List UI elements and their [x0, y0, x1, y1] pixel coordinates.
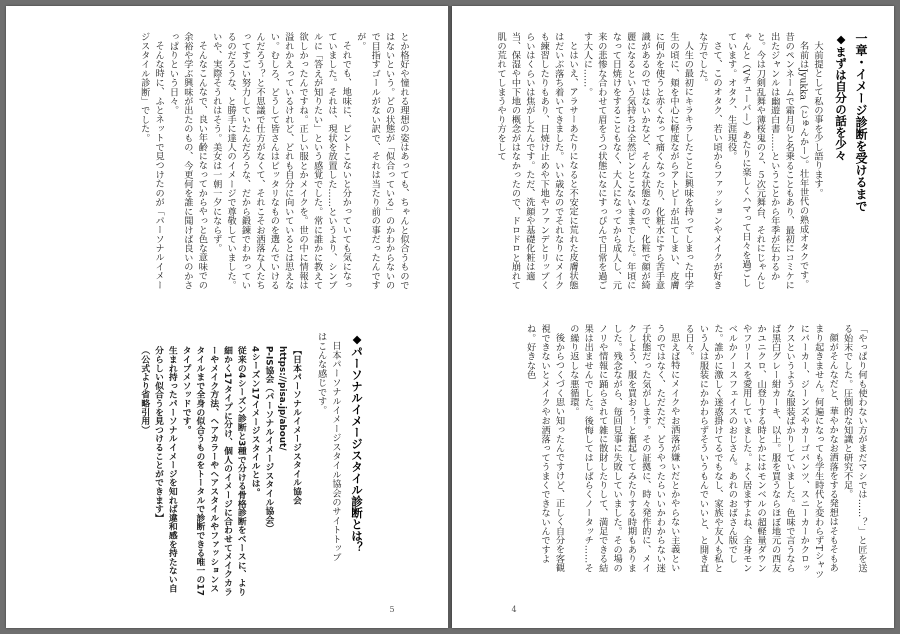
paragraph: 後からつくづく思い知ったんですけど、正しく自分を客観視できないとメイクやお洒落ってうまくできないんですよね。好きな色 — [524, 324, 565, 573]
paragraph: 人生の最初にキラキラしたことに興味を持ってしまった中学生の頃に、頬を中心に軽度ながらアトピーが出てしまい、皮膚に何かを使うと赤くなって痛くなったり、化粧水にすら苦手意識があるのではないかなど、そんな状態なので、化粧で顔が綺麗になるという気持ちは全然ピンとこないままでした。年頃になって日焼けをすることもなく、大人になってから成人し、元来の悲惨な合わせて眉をうつ状態になにすっぴんで日常を過ごす大人に……。 — [581, 32, 694, 290]
intro-text-block — [312, 332, 342, 564]
paragraph: それでも、地味に、ピントこないと分かっていても気になっていました。それは、現状を放置した……というより、シンプルに「答えが知りたい」という感覚でした。常に誰かに教えて欲しかったんですね。正しい服とかメイクを。世の中に情報は溢れかえっているけれど、どれも自分に向いているとは思えない。むしろ、どうして皆さんはピッタリなものを選んでいけるんだろう？と不思議で仕方がなくて、それこそお洒落な人たちってすごい努力していたんだろうな、だから鍛錬でわかっているのだろうな、と勝手に達人のイメージで尊敬していました。いや、実際そうれはそう。美女は一朝一夕にならず。 — [210, 32, 352, 290]
paragraph: 思えば特にメイクやお洒落が嫌いだとかやらない主義というのではなく、ただただ、どうやったらいいかわからない迷子状態だった気がします。その証拠に、時々発作的に、メイクしよう、服を買おう！と奮起してみたりする時期もありました。残念ながら、毎回見事に失敗していました。その場のノリや情報に踊らされて雑に散財したりして、満足できる結果は出ませんでした。後悔してはしばらくノータッチ……その繰り返しな悪循環。 — [567, 324, 680, 573]
paragraph: とか格好や憧れる理想の姿はあっても、ちゃんと似合うものではないという。どの状態が「似合っている」のかわからないので目指すゴールがない訳で、それは当たり前の事だったんですが。 — [354, 32, 409, 290]
paragraph: 「やっぱり何も使わない方がまだマシでは……？」と匠を送る始末でした。圧倒的な知識と研究不足。 — [841, 324, 867, 573]
right-bottom-text-block — [524, 324, 868, 580]
section-heading: ◆まずは自分の話を少々 — [834, 32, 848, 161]
paragraph: そんなこんなで、良い年齢になってからやっと色な意味での余裕や学ぶ興味が出たのもの、今更何を誰に聞けば良いのかさっぱりという日々。 — [167, 32, 208, 290]
quote-line: 【日本パーソナルイメージスタイル協会 — [291, 346, 301, 505]
right-top-text-block — [495, 32, 824, 294]
quote-block — [139, 346, 302, 596]
left-top-text-block — [138, 32, 410, 294]
quote-line: 従来の4シーズン診断と3種で分ける骨格診断をベースに、より細かく17タイプに分け、個人のイメージに合わせてメイクカラーやメイク方法、ヘアカラーやヘアスタイルやファッションスタイルまで全身の似合うものをトータルで診断できる唯一の17タイプメソッドです。 — [180, 346, 246, 596]
paragraph: とはいえ、アラサーあたりになると不安定に荒れた皮膚状態はだいぶ落ち着いてきました。いい歳なのでそれなりにメイクも練習したりもあり、日焼け止めや下地やファンデとリップくらいはくらいは焦がしたんです。ただ、洗顔や基礎化粧は適当、保湿や中下地の概念がはなかったので、ドロドロと崩れて肌の荒れてしまうやり方をして — [495, 32, 579, 290]
quote-line: 4シーズン17イメージスタイルとは。 — [249, 346, 260, 497]
quote-line: P-IS協会（パーソナルイメージスタイル協会） — [263, 346, 274, 533]
section-heading: ◆パーソナルイメージスタイル診断とは？ — [350, 332, 364, 553]
paragraph: そんな時に、ふとネットで見つけたのが「パーソナルイメージスタイル診断」でした。 — [138, 32, 165, 290]
intro-paragraph: 日本パーソナルイメージスタイル協会のサイトトップはこんな感じです。 — [315, 332, 341, 562]
page-number: 4 — [511, 605, 517, 614]
page-left — [6, 6, 448, 628]
page-number: 5 — [389, 605, 395, 614]
chapter-title: 一章・イメージ診断を受けるまで — [854, 32, 868, 212]
paragraph: 顔がそんなだと、華やかなお洒落をする発想はそもそもあまり起きません。何遍になっても学生時代と変わらずTシャツにパーカー、ジーンズやカーゴパンツ、スニーカーかクロックスというような服装ばかりしていました。色味で言うならば黒白グレー紺カーキ、以上。服を買うならほぼ地元の西友かユニクロ、山登りする時とかにはモンベルの超軽量ダウンやフリースを愛用していました。よく居ますよね、全身モンベルかノースフェイスのおじさん。あれのおばさん版でした。誰かに激しく迷惑掛けてるでもなし、家族や友人も私という人は服装にかかわらずそういうもんでいいと、と開き直る日々。 — [683, 324, 839, 579]
paragraph: さて、このオタク、若い頃からファッションやメイクが好きな方でした。 — [696, 32, 723, 290]
page-right — [452, 6, 894, 628]
quote-source: （公式より省略引用） — [139, 346, 150, 434]
paragraph: 大前提として私の事を少し語ります。 — [812, 41, 823, 198]
quote-link[interactable]: https://pisa.jp/about/ — [277, 346, 288, 451]
quote-line: 生まれ持ったパーソナルイメージを知れば違和感を持たない自分らしい似合うを見つけることができます】 — [153, 346, 177, 593]
paragraph: 名前はJyukka（じゅんかー）。壮年世代の熟成オタクです。昔のペンネームで霜月句と名乗ることもあり、最初にコミケに出たジャンルは幽遊白書……ということから年季が伝わるかと。今は刀剣乱舞や薄桜鬼の２、５次元舞台、それにじゃんじゃんと（Vチューバー）あたりに楽しくハマって日々を過ごしています。オタク、生涯現役。 — [725, 32, 809, 290]
